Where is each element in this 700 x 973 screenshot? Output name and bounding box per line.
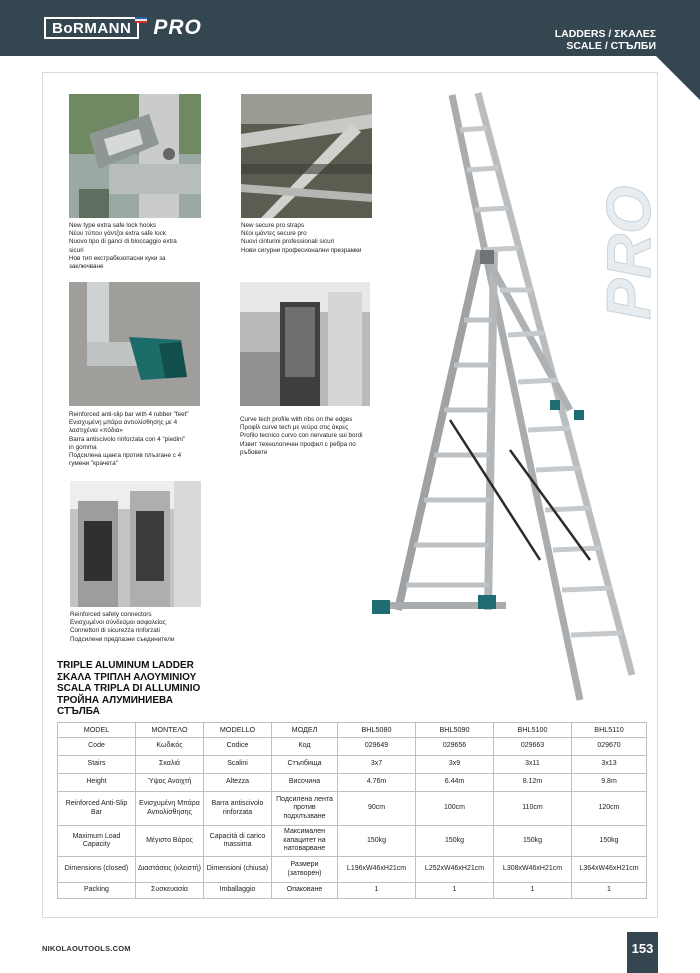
table-cell: 1 — [572, 883, 647, 899]
table-row — [58, 857, 647, 883]
table-cell: Codice — [204, 738, 272, 756]
safety-connectors-caption: Reinforced safety connectors Ενισχυμένοι σύνδεσμοι ασφαλείας Connettori di sicurezza rinforzati Подсилени предпазни съединители — [70, 611, 175, 643]
table-row — [58, 738, 647, 756]
table-cell: 3x7 — [338, 756, 416, 774]
table-cell: Scalini — [204, 756, 272, 774]
table-row — [58, 826, 647, 857]
lock-hooks-photo — [69, 94, 201, 218]
curve-profile-caption: Curve tech profile with ribs on the edges Προφίλ curve tech με νεύρα στις άκρες Profilo tecnico curvo con nervature sui bordi Извит технологичен профил с ребра по ръбовете — [240, 416, 363, 456]
section-title — [555, 28, 656, 52]
anti-slip-bar-photo — [69, 282, 200, 406]
table-cell: Максимален капацитет на натоварване — [272, 826, 338, 857]
table-cell: 3x9 — [416, 756, 494, 774]
table-cell: Подсилена лента против подхлъзване — [272, 792, 338, 826]
flag-icon — [135, 17, 147, 23]
table-cell: Κωδικός — [136, 738, 204, 756]
table-cell: Barra antiscivolo rinforzata — [204, 792, 272, 826]
table-header: ΜΟΝΤΕΛΟ — [136, 723, 204, 738]
table-cell: 1 — [338, 883, 416, 899]
table-cell: 8.12m — [494, 774, 572, 792]
table-cell: 9.8m — [572, 774, 647, 792]
table-cell: Стъпбища — [272, 756, 338, 774]
table-cell: Διαστάσεις (κλειστή) — [136, 857, 204, 883]
table-cell: 150kg — [494, 826, 572, 857]
table-cell: L252xW46xH21cm — [416, 857, 494, 883]
table-cell: Ενισχυμένη Μπάρα Αντιολίσθησης — [136, 792, 204, 826]
table-cell: Размери (затворен) — [272, 857, 338, 883]
table-header: MODELLO — [204, 723, 272, 738]
table-cell: Capacità di carico massima — [204, 826, 272, 857]
table-cell: Σκαλιά — [136, 756, 204, 774]
table-row — [58, 883, 647, 899]
brand-logo — [44, 16, 202, 40]
table-cell: Reinforced Anti-Slip Bar — [58, 792, 136, 826]
table-cell: 029670 — [572, 738, 647, 756]
table-cell: Altezza — [204, 774, 272, 792]
table-cell: Височина — [272, 774, 338, 792]
section-title-line2: SCALE / СТЪЛБИ — [566, 40, 656, 52]
table-header: BHL5080 — [338, 723, 416, 738]
table-cell: 4.76m — [338, 774, 416, 792]
specifications-table — [57, 722, 647, 899]
table-cell: 90cm — [338, 792, 416, 826]
table-cell: L196xW46xH21cm — [338, 857, 416, 883]
table-header: MODEL — [58, 723, 136, 738]
header-accent-triangle — [656, 56, 700, 100]
table-cell: 150kg — [416, 826, 494, 857]
brand-pro-label: PRO — [153, 16, 202, 39]
pro-watermark-text: PRO — [595, 185, 664, 320]
straps-photo — [241, 94, 372, 218]
triple-ladder-illustration — [360, 90, 645, 705]
section-title-line1: LADDERS / ΣΚΑΛΕΣ — [554, 28, 656, 40]
table-header: BHL5100 — [494, 723, 572, 738]
table-row — [58, 756, 647, 774]
anti-slip-bar-caption: Reinforced anti-slip bar with 4 rubber "feet" Ενισχυμένη μπάρα αντιολίσθησης με 4 λαστιχένια «πόδια» Barra antiscivolo rinforzata con 4 "piedini" in gomma Подсилена щанга против плъзгане с 4 гумени "крачета" — [69, 411, 189, 468]
website-link[interactable]: NIKOLAOUTOOLS.COM — [42, 944, 131, 953]
table-cell: Συσκευασία — [136, 883, 204, 899]
page-header — [0, 0, 700, 56]
table-row — [58, 792, 647, 826]
lock-hooks-caption: New type extra safe lock hooks Νέου τύπου γάντζοι extra safe lock Nuovo tipo di ganci di bloccaggio extra sicuri Нов тип екстрабезопасни куки за заключване — [69, 222, 177, 271]
table-header: BHL5090 — [416, 723, 494, 738]
table-cell: 3x13 — [572, 756, 647, 774]
table-cell: 1 — [494, 883, 572, 899]
table-cell: 150kg — [338, 826, 416, 857]
table-cell: 029663 — [494, 738, 572, 756]
table-cell: Dimensioni (chiusa) — [204, 857, 272, 883]
table-cell: 029649 — [338, 738, 416, 756]
table-cell: Height — [58, 774, 136, 792]
table-cell: 6.44m — [416, 774, 494, 792]
table-cell: Dimensions (closed) — [58, 857, 136, 883]
table-cell: 1 — [416, 883, 494, 899]
table-cell: Stairs — [58, 756, 136, 774]
straps-caption: New secure pro straps Νέοι ιμάντες secure pro Nuovi cinturini professionali sicuri Нови сигурни професионални презрамки — [241, 222, 362, 254]
safety-connectors-photo — [70, 481, 201, 607]
table-header: BHL5110 — [572, 723, 647, 738]
table-row — [58, 774, 647, 792]
table-cell: 029656 — [416, 738, 494, 756]
table-cell: Imballaggio — [204, 883, 272, 899]
table-header-row — [58, 723, 647, 738]
table-cell: Код — [272, 738, 338, 756]
table-cell: Code — [58, 738, 136, 756]
table-cell: Packing — [58, 883, 136, 899]
table-cell: Maximum Load Capacity — [58, 826, 136, 857]
table-cell: L308xW46xH21cm — [494, 857, 572, 883]
product-title: TRIPLE ALUMINUM LADDER ΣΚΑΛΑ ΤΡΙΠΛΗ ΑΛΟΥΜΙΝΙΟΥ SCALA TRIPLA DI ALLUMINIO ТРОЙНА АЛУМИНИЕВА СТЪЛБА — [57, 660, 201, 717]
table-cell: Ύψος Ανοιχτή — [136, 774, 204, 792]
brand-name: BoRMANN — [44, 17, 139, 39]
table-cell: 3x11 — [494, 756, 572, 774]
table-cell: 120cm — [572, 792, 647, 826]
page-number: 153 — [627, 932, 658, 973]
table-header: МОДЕЛ — [272, 723, 338, 738]
table-cell: 100cm — [416, 792, 494, 826]
curve-profile-photo — [240, 282, 370, 406]
table-cell: 150kg — [572, 826, 647, 857]
table-cell: L364xW46xH21cm — [572, 857, 647, 883]
table-cell: Опаковане — [272, 883, 338, 899]
table-cell: Μέγιστο Βάρος — [136, 826, 204, 857]
table-cell: 110cm — [494, 792, 572, 826]
